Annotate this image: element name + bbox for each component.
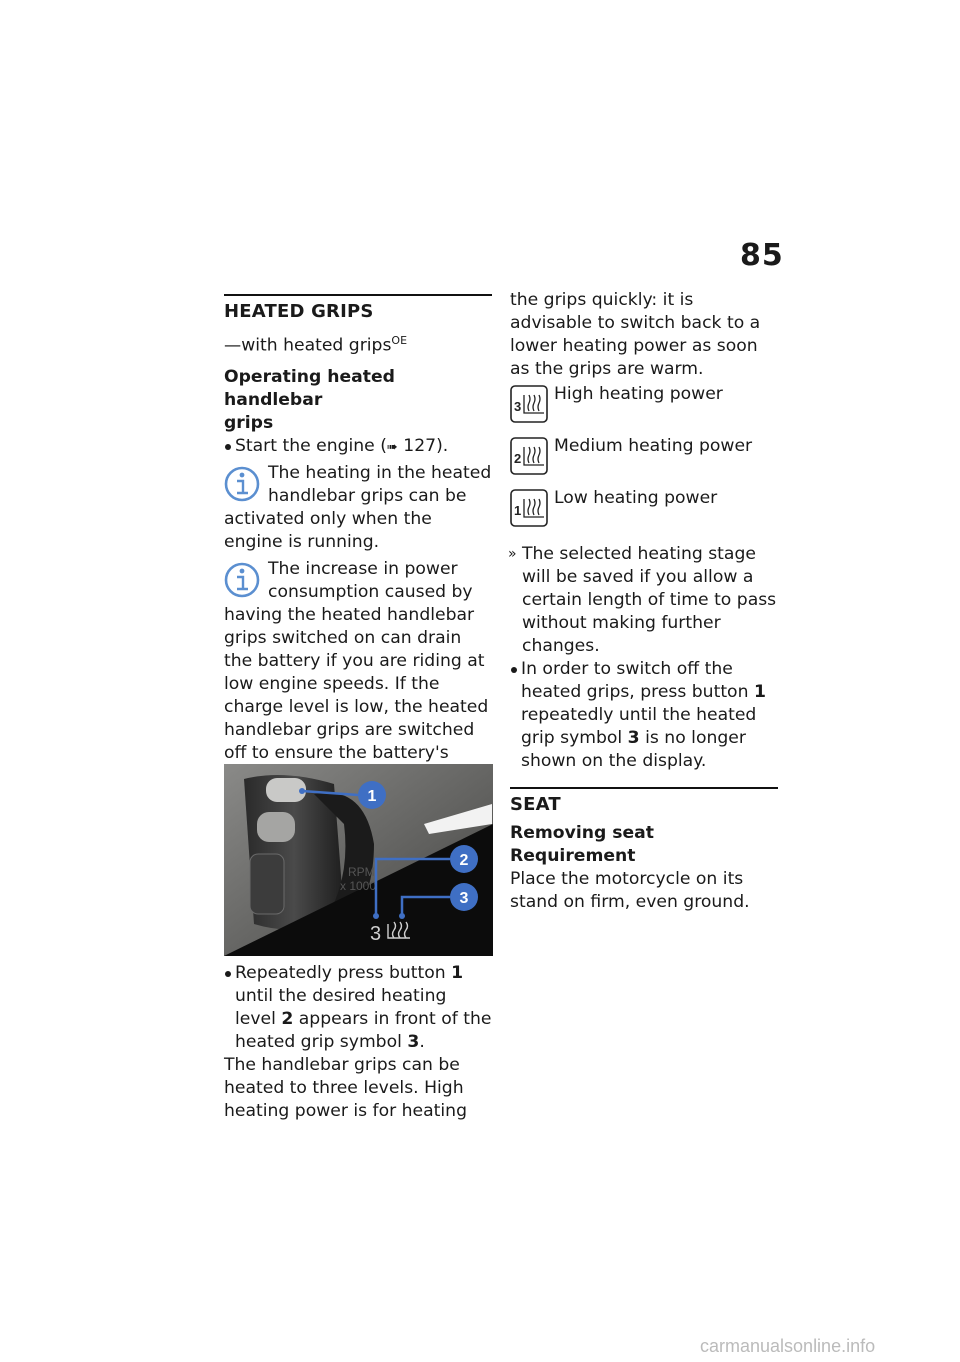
section-rule [224, 294, 492, 296]
watermark: carmanualsonline.info [700, 1336, 876, 1356]
info-note-1 [224, 462, 492, 554]
page-reference-arrow-icon: ➠ [386, 439, 398, 455]
right-column [510, 289, 778, 914]
heating-level-low-label: Low heating power [554, 488, 718, 508]
subsection-title-operating: Operating heated handlebar grips [224, 366, 395, 433]
callout-3 [450, 883, 478, 911]
requirement-heading: Requirement [510, 846, 636, 866]
svg-text:1: 1 [514, 503, 522, 518]
control-button [257, 812, 295, 842]
section-rule-seat [510, 787, 778, 789]
control-rocker [250, 854, 284, 914]
para-continued: the grips quickly: it is advisable to switch back to a lower heating power as soon as the grips are warm. [510, 290, 761, 379]
result-arrow-icon: » [508, 546, 517, 562]
callout-2 [450, 845, 478, 873]
heating-level-high-label: High heating power [554, 384, 723, 404]
handlebar-controls-figure [224, 764, 493, 956]
left-column-lower [224, 962, 492, 1123]
display-rpm-unit: x 1000 [340, 879, 377, 893]
heating-level-3-icon [510, 385, 548, 423]
optional-equipment-note [224, 329, 492, 358]
svg-text:2: 2 [514, 451, 522, 466]
para-heating-levels: The handlebar grips can be heated to three levels. High heating power is for heating [224, 1055, 467, 1121]
heating-level-high [510, 383, 778, 433]
heating-level-2-icon [510, 437, 548, 475]
page-reference[interactable]: 127). [403, 435, 449, 456]
left-column [224, 294, 492, 788]
info-note-2 [224, 558, 492, 788]
section-title-heated-grips: HEATED GRIPS [224, 301, 374, 322]
bullet-switch-off: In order to switch off the heated grips, press button 1 repeatedly until the heated grip symbol 3 is no longer shown on the display. [510, 658, 778, 773]
display-rpm: RPM [348, 865, 375, 879]
oe-mark: OE [391, 334, 408, 347]
info-icon [224, 460, 264, 504]
svg-text:3: 3 [459, 890, 469, 907]
oe-prefix: —with heated grips [224, 335, 392, 356]
info-note-2-text: The increase in power consumption caused by having the heated handlebar grips switched on can drain the battery if you are riding at low engine speeds. If the charge level is low, the heated handlebar grips are switched off to ensure the battery's [224, 558, 489, 763]
callout-1 [358, 781, 386, 809]
page-number: 85 [740, 238, 784, 273]
heating-level-1-icon [510, 489, 548, 527]
svg-text:2: 2 [459, 852, 469, 869]
result-saved-stage: » The selected heating stage will be saved if you allow a certain length of time to pass without making further changes. [508, 544, 777, 656]
display-heating-level: 3 [370, 923, 382, 945]
heating-level-low [510, 487, 778, 537]
bullet-press-button: Repeatedly press button 1 until the desired heating level 2 appears in front of the heated grip symbol 3. [224, 962, 492, 1054]
heating-level-medium [510, 435, 778, 485]
subsection-removing-seat: Removing seat [510, 823, 654, 843]
requirement-text: Place the motorcycle on its stand on firm, even ground. [510, 869, 750, 912]
section-title-seat: SEAT [510, 794, 561, 815]
svg-text:1: 1 [367, 788, 377, 805]
heating-level-medium-label: Medium heating power [554, 436, 753, 456]
info-note-1-text: The heating in the heated handlebar grips can be activated only when the engine is running. [224, 462, 492, 552]
bullet-start-engine: Start the engine (➠ 127). [224, 435, 492, 459]
info-icon [224, 556, 264, 600]
svg-text:3: 3 [514, 399, 522, 414]
